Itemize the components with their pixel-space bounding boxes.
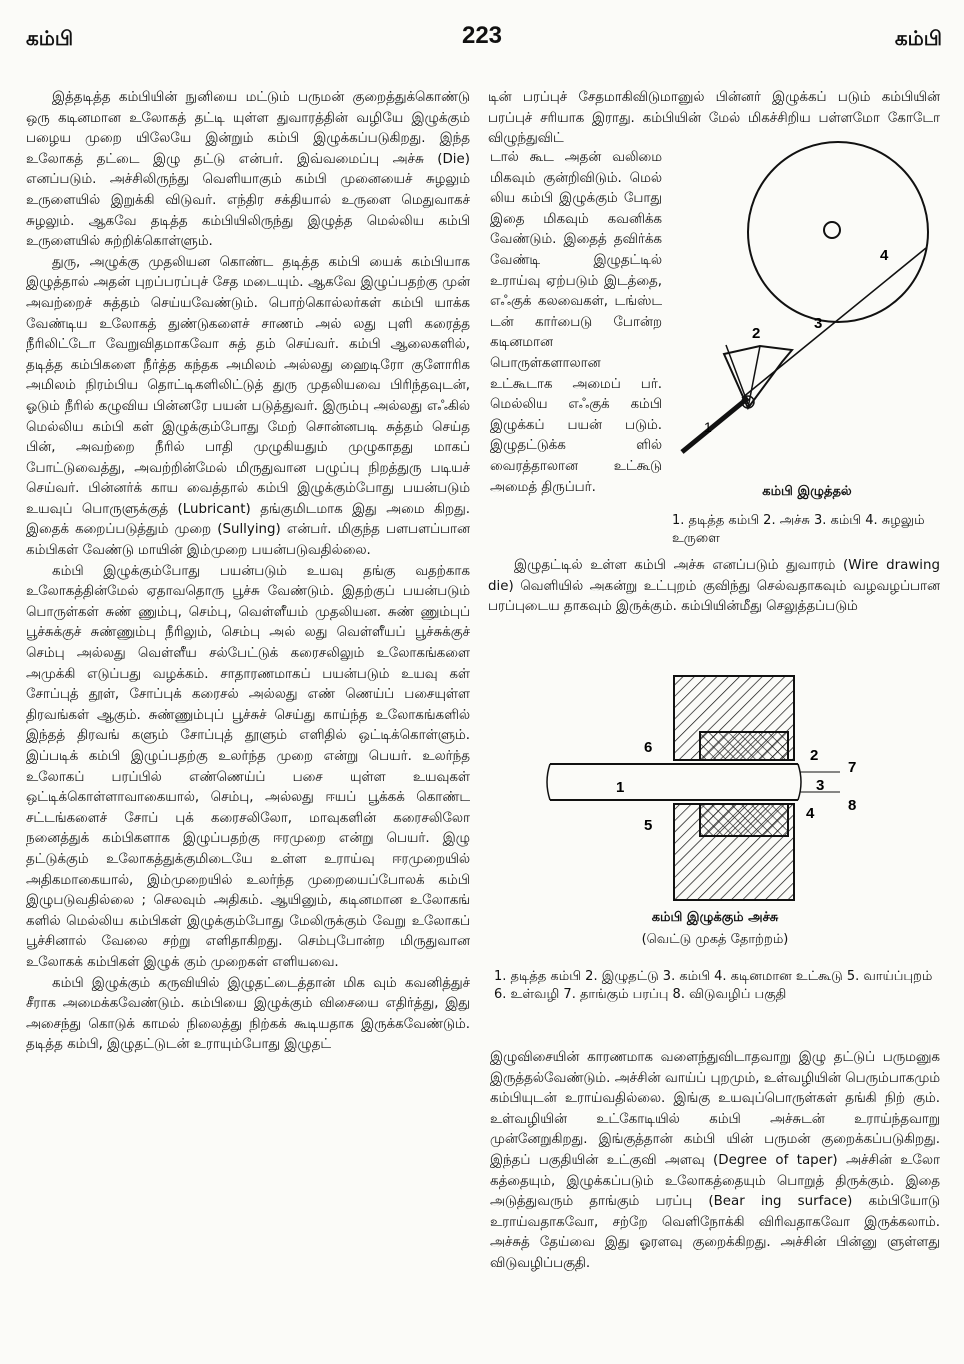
paragraph: இழுவிசையின் காரணமாக வளைந்துவிடாதவாறு இழு தட்டுப் பருமனுக இருத்தல்வேண்டும். அச்சின் வாய்ப் புறமும், உள்வழியின் பெரும்பாகமும் கம்பியுடன் உராய்வதில்லை. இங்கு உயவுப்பொருள்கள் தங்கி நிற் கும். உள்வழியின் உட்கோடியில் கம்பி அச்சுடன் உராய்ந்தவாறு முன்னேறுகிறது. இங்குத்தான் கம்பி யின் பருமன் குறைக்கப்படுகிறது. இந்தப் பகுதியின் உட்குவி அளவு (Degree of taper) அச்சின் உலோ கத்தையும், இழுக்கப்படும் உலோகத்தையும் பொறுத் திருக்கும். இதை அடுத்துவரும் தாங்கும் பரப்பு (Bear ing surface) கம்பியோடு உராய்வதாகவோ, சற்றே வெளிநோக்கி விரிவதாகவோ இருக்கலாம். அச்சுத் தேய்வை இது ஓரளவு குறைக்கிறது. அச்சின் பின்னு ளுள்ளது விடுவழிப்பகுதி. bbox=[490, 1050, 940, 1271]
hard-core-upper bbox=[700, 732, 788, 760]
die-cross-section-figure bbox=[540, 672, 870, 904]
figure-label: 4 bbox=[806, 805, 815, 822]
figure2-legend: 1. தடித்த கம்பி 2. இழுதட்டு 3. கம்பி 4. கடினமான உட்கூடு 5. வாய்ப்புறம் 6. உள்வழி 7. தாங்கும் பரப்பு 8. விடுவழிப் பகுதி bbox=[494, 969, 933, 1002]
figure-label: 3 bbox=[814, 315, 823, 332]
page-number: 223 bbox=[461, 22, 503, 49]
right-column-after-figure bbox=[488, 556, 940, 618]
right-column-narrow-text: டால் கூட அதன் வலிமை மிகவும் குன்றிவிடும். மெல் லிய கம்பி இழுக்கும் போது இதை மிகவும் கவனிக்க வேண்டும். இதைத் தவிர்க்க வேண்டி இழுதட்டில் உராய்வு ஏற்படும் இடத்தை, எஃகுக் கலவைகள், டங்ஸ்ட டன் கார்பைடு போன்ற கடினமான பொருள்களாலான உட்கூடாக அமைப் பர். மெல்லிய எஃகுக் கம்பி இழுக்கப் பயன் படும். இழுதட்டுக்க ளில் வைரத்தாலான உட்கூடு அமைத் திருப்பர். bbox=[490, 150, 662, 495]
drum-axle bbox=[824, 222, 840, 238]
paragraph: கம்பி இழுக்கும் கருவியில் இழுதட்டைத்தான் மிக வும் கவனித்துச் சீராக அமைக்கவேண்டும். கம்பியை இழுக்கும் விசையை எதிர்த்து, இது அசைந்து கொடுக் காமல் நிலைத்து நிற்கக் கூடியதாக இருக்கவேண்டும். தடித்த கம்பி, இழுதட்டுடன் உராயும்போது இழுதட் bbox=[26, 975, 470, 1053]
figure2-subcaption: (வெட்டு முகத் தோற்றம்) bbox=[641, 932, 789, 947]
figure-label: 8 bbox=[848, 797, 857, 814]
figure2-caption: கம்பி இழுக்கும் அச்சு bbox=[651, 910, 779, 925]
right-column-bottom bbox=[490, 1048, 940, 1275]
paragraph: கம்பி இழுக்கும்போது பயன்படும் உயவு தங்கு வதற்காக உலோகத்தின்மேல் ஏதாவதொரு பூச்சு வேண்டும். இதற்குப் பயன்படும் பொருள்கள் சுண் ணும்பு, செம்பு, வெள்ளீயம் முதலியன. சுண் ணும்புப் பூச்சுக்குச் சுண்ணும்பு நீரிலும், செம்பு அல் லது வெள்ளீயப் பூச்சுக்குச் செம்பு அல்லது வெள்ளீய சல்பேட்டுக் கரைசலிலும் உலோகங்களை அமுக்கி எடுப்பது வழக்கம். சாதாரணமாகப் பயன்படும் உயவு கள் சோப்புத் தூள், சோப்புக் கரைசல் அல்லது எண் ணெய்ப் பசையுள்ள திரவங்கள் ஆகும். சுண்ணும்புப் பூச்சுச் செய்து காய்ந்த உலோகங்களில் இந்தத் திரவங் களும் சோப்புத் தூளும் எளிதில் ஒட்டிக்கொள்ளும். இப்படிக் கம்பி இழுப்பதற்கு உலர்ந்த முறை என்று பெயர். உலர்ந்த உலோகப் பரப்பில் எண்ணெய்ப் பசை யுள்ள உயவுகள் ஒட்டிக்கொள்ளாவாகையால், செம்பு, அல்லது ஈயப் பூக்கக் கொண்ட சட்டங்களைச் சோப் புக் கரைசலிலோ, மாவுகளின் கரைசலிலோ நனைத்துக் கம்பிகளாக இழுப்பதற்கு ஈரமுறை என்று பெயர். இழு தட்டுக்கும் உலோகத்துக்குமிடையே உள்ள உராய்வு ஈரமுறையில் அதிகமாகையால், இம்முறையில் உலர்ந்த முறையைப்போலக் கம்பி இழுபடுவதில்லை ; செலவும் அதிகம். ஆயினும், கடினமான உலோகங் களில் மெல்லிய கம்பிகள் இழுக்கும்போது மேலிருக்கும் வேறு உலோகப் பூச்சினால் வேலை சற்று எளிதாகிறது. செம்புபோன்ற மிருதுவான உலோகக் கம்பிகள் இழுக் கும் முறைகள் எளியவை. bbox=[26, 563, 470, 970]
figure-label: 1 bbox=[704, 419, 712, 435]
figure-label: 2 bbox=[752, 325, 761, 342]
paragraph: துரு, அழுக்கு முதலியன கொண்ட தடித்த கம்பி யைக் கம்பியாக இழுத்தால் அதன் புறப்பரப்புச் சேத மடையும். ஆகவே இழுப்பதற்கு முன் அவற்றைச் சுத்தம் செய்யவேண்டும். பொற்கொல்லர்கள் கம்பி யாக்க வேண்டிய உலோகத் துண்டுகளைச் சாணம் அல் லது புளி கரைத்த நீரிலிட்டோ வேறுவிதமாகவோ சுத் தம் செய்வர். கம்பி ஆலைகளில், தடித்த கம்பிகளை நீர்த்த கந்தக அமிலம் அல்லது ஹைடிரோ குளோரிக அமிலம் நிரம்பிய தொட்டிகளிலிட்டுத் துரு முதலியவை பிரிந்தவுடன், ஓடும் நீரில் கழுவிய பின்னரே பயன் படுத்துவர். இரும்பு அல்லது எஃகில் மெல்லிய கம்பி கள் இழுக்கும்போது மேற் சொன்னபடி சுத்தம் செய்த பின், அவற்றை நீரில் பாதி முழுகியதும் முழுகாதது மாகப் போட்டுவைத்து, அவற்றின்மேல் மிருதுவான பழுப்பு நிறத்துரு படியச் செய்வர். பின்னர்க் காய வைத்தால் கம்பி இழுக்கும்போது பயன்படும் உயவுப் பொருளுக்குத் (Lubricant) தங்குமிடமாக இது அமை கிறது. இதைக் கறைப்படுத்தும் முறை (Sullying) என்பர். மிகுந்த பளபளப்பான கம்பிகள் வேண்டு மாயின் இம்முறை பயன்படுவதில்லை. bbox=[26, 254, 470, 559]
figure-label: 4 bbox=[880, 247, 889, 264]
figure1-caption: கம்பி இழுத்தல் bbox=[762, 484, 852, 499]
running-head-right: கம்பி bbox=[894, 26, 942, 50]
hard-core-lower bbox=[700, 804, 788, 836]
paragraph: டின் பரப்புச் சேதமாகிவிடுமானுல் பின்னர் இழுக்கப் படும் கம்பியின் பரப்புச் சரியாக இராது. கம்பியின் மேல் மிகச்சிறிய பள்ளமோ கோடோ விழுந்துவிட் bbox=[488, 90, 940, 147]
figure-label: 5 bbox=[644, 817, 653, 834]
thick-rod bbox=[682, 398, 748, 452]
figure-label: 2 bbox=[810, 747, 819, 764]
figure1-legend: 1. தடித்த கம்பி 2. அச்சு 3. கம்பி 4. சுழலும் உருளை bbox=[672, 513, 925, 546]
figure-label: 3 bbox=[816, 777, 825, 794]
paragraph: இத்தடித்த கம்பியின் நுனியை மட்டும் பருமன் குறைத்துக்கொண்டு ஒரு கடினமான உலோகத் தட்டி யுள்ள துவாரத்தின் வழியே இழுக்கும் பழைய முறை யிலேயே இன்றும் கம்பி இழுக்கப்படுகிறது. இந்த உலோகத் தட்டை இழு தட்டு என்பர். இவ்வமைப்பு அச்சு (Die) எனப்படும். அச்சிலிருந்து வெளியாகும் கம்பி முனையைச் சுழலும் உருளையில் இறுக்கி விடுவர். எந்திர சக்தியால் உருளை மெதுவாகச் சுழலும். ஆகவே தடித்த கம்பியிலிருந்து இழுத்த மெல்லிய கம்பி உருளையில் சுற்றிக்கொள்ளும். bbox=[26, 90, 470, 250]
figure-label: 7 bbox=[848, 759, 857, 776]
figure-label: 1 bbox=[616, 779, 625, 796]
left-column bbox=[26, 88, 470, 1056]
paragraph: இழுதட்டில் உள்ள கம்பி அச்சு எனப்படும் துவாரம் (Wire drawing die) வெளியில் அகன்று உட்புறம் குவிந்து செல்வதாகவும் வழவழப்பான பரப்புடைய தாகவும் இருக்கும். கம்பியின்மீது செலுத்தப்படும் bbox=[488, 558, 940, 615]
wire-drawing-figure bbox=[664, 140, 946, 490]
drum-outline bbox=[748, 142, 928, 322]
running-head-left: கம்பி bbox=[26, 26, 74, 50]
figure-label: 6 bbox=[644, 739, 653, 756]
wire-line bbox=[742, 248, 926, 398]
